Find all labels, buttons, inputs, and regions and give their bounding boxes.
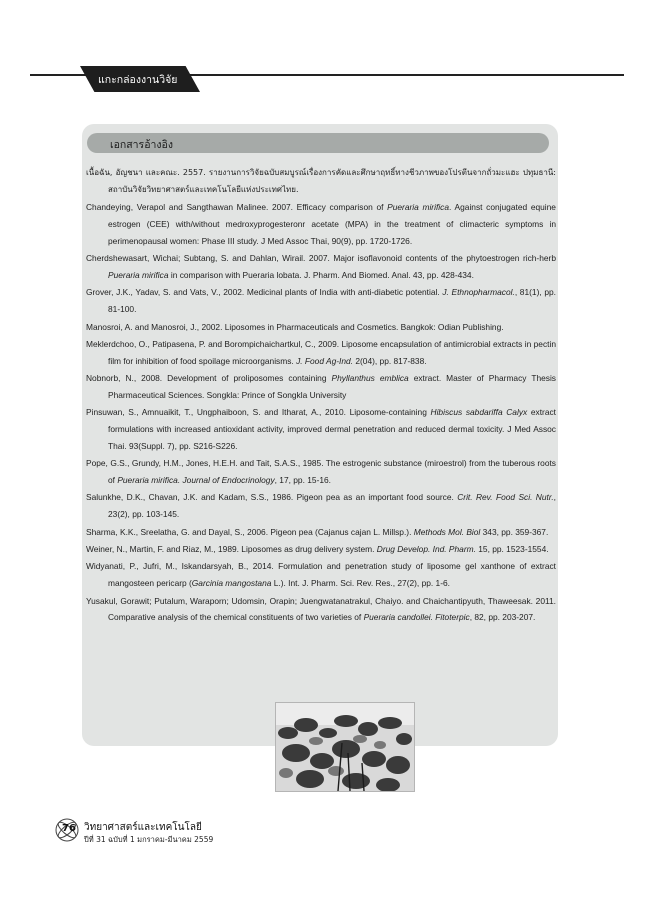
references-heading: เอกสารอ้างอิง xyxy=(110,139,173,151)
reference-item: Chandeying, Verapol and Sangthawan Malinee. 2007. Efficacy comparison of Pueraria mirifica. Against conjugated equine estrogen (CEE) with/without medroxyprogesteronr acetate (MPA) in the treatment of climacteric symptoms in perimenopausal women: Phase III study. J Med Assoc Thai, 90(9), pp. 1720-1726. xyxy=(86,202,556,246)
reference-item: Widyanati, P., Jufri, M., Iskandarsyah, B., 2014. Formulation and penetration study of liposome gel xanthone of extract mangosteen pericarp (Garcinia mangostana L.). Int. J. Pharm. Sci. Rev. Res., 27(2), pp. 1-6. xyxy=(86,561,556,589)
reference-item: เนื้อฉัน, อัญชนา และคณะ. 2557. รายงานการวิจัยฉบับสมบูรณ์เรื่องการคัดและศึกษาฤทธิ์ทางชีวภาพของโปรตีนจากถั่วมะแฮะ ปทุมธานี: สถาบันวิจัยวิทยาศาสตร์และเทคโนโลยีแห่งประเทศไทย. xyxy=(86,168,556,194)
section-label: แกะกล่องงานวิจัย xyxy=(98,74,178,86)
reference-item: Yusakul, Gorawit; Putalum, Waraporn; Udomsin, Orapin; Juengwatanatrakul, Chaiyo. and Chaichantipyuth, Thaweesak. 2011. Comparative analysis of the chemical constituents of two varieties of Pueraria candollei. Fitoterpic, 82, pp. 203-207. xyxy=(86,595,556,623)
reference-item: Sharma, K.K., Sreelatha, G. and Dayal, S., 2006. Pigeon pea (Cajanus cajan L. Millsp.). Methods Mol. Biol 343, pp. 359-367. xyxy=(86,526,549,537)
page-number: 76 xyxy=(62,823,76,834)
plant-photo-image xyxy=(276,703,414,791)
reference-item: Pope, G.S., Grundy, H.M., Jones, H.E.H. and Tait, S.A.S., 1985. The estrogenic substance (miroestrol) from the tuberous roots of Pueraria mirifica. Journal of Endocrinology, 17, pp. 15-16. xyxy=(86,458,556,486)
reference-item: Pinsuwan, S., Amnuaikit, T., Ungphaiboon, S. and Itharat, A., 2010. Liposome-containing Hibiscus sabdariffa Calyx extract formulations with increased antioxidant activity, improved dermal penetration and reduced dermal toxicity. J Med Assoc Thai. 93(Suppl. 7), pp. S216-S226. xyxy=(86,407,556,451)
reference-item: Cherdshewasart, Wichai; Subtang, S. and Dahlan, Wirail. 2007. Major isoflavonoid contents of the phytoestrogen rich-herb Pueraria mirifica in comparison with Pueraria lobata. J. Pharm. And Biomed. Anal. 43, pp. 428-434. xyxy=(86,253,556,280)
reference-item: Meklerdchoo, O., Patipasena, P. and Borompichaichartkul, C., 2009. Liposome encapsulation of antimicrobial extracts in pectin film for inhibition of food spoilage microorganisms. J. Food Ag-Ind. 2(04), pp. 817-838. xyxy=(86,338,556,366)
issue-line: ปีที่ 31 ฉบับที่ 1 มกราคม-มีนาคม 2559 xyxy=(84,835,214,844)
reference-item: Manosroi, A. and Manosroi, J., 2002. Liposomes in Pharmaceuticals and Cosmetics. Bangkok: Odian Publishing. xyxy=(86,321,504,332)
reference-item: Grover, J.K., Yadav, S. and Vats, V., 2002. Medicinal plants of India with anti-diabetic potential. J. Ethnopharmacol., 81(1), pp. 81-100. xyxy=(86,287,556,315)
reference-item: Nobnorb, N., 2008. Development of proliposomes containing Phyllanthus emblica extract. Master of Pharmacy Thesis Pharmaceutical Sciences. Songkla: Prince of Songkla University xyxy=(86,373,556,400)
reference-item: Weiner, N., Martin, F. and Riaz, M., 1989. Liposomes as drug delivery system. Drug Develop. Ind. Pharm. 15, pp. 1523-1554. xyxy=(86,544,549,555)
magazine-title: วิทยาศาสตร์และเทคโนโลยี xyxy=(84,822,202,833)
reference-item: Salunkhe, D.K., Chavan, J.K. and Kadam, S.S., 1986. Pigeon pea as an important food source. Crit. Rev. Food Sci. Nutr., 23(2), pp. 103-145. xyxy=(86,492,556,520)
plant-photo xyxy=(275,702,415,792)
reference-list xyxy=(86,165,556,627)
